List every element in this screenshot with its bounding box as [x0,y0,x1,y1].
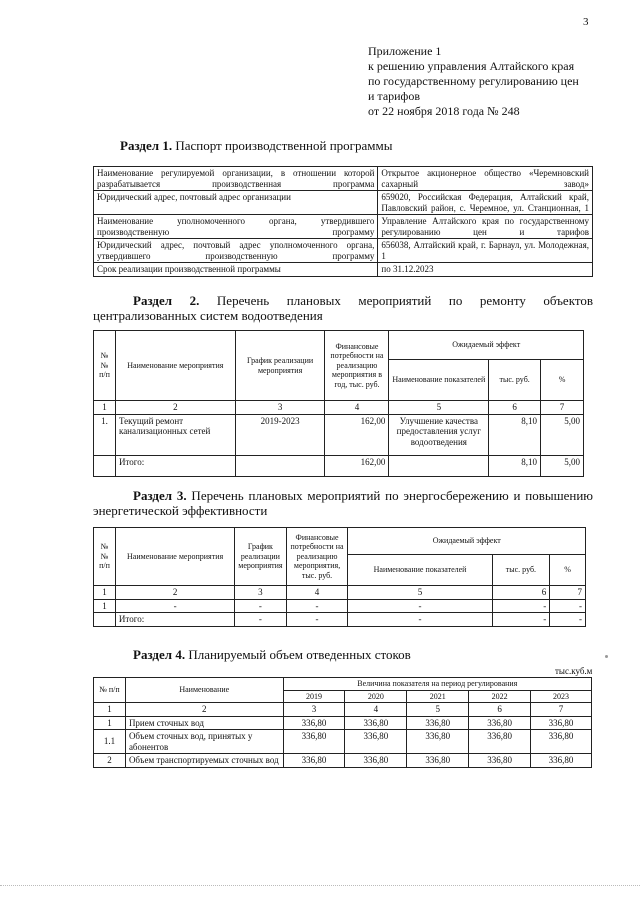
col-header-year: 2023 [531,690,592,703]
row-value: 336,80 [407,730,469,754]
appendix-line: от 22 ноября 2018 года № 248 [368,104,520,118]
col-header-name: Наименование [125,678,283,703]
row-value: 336,80 [531,716,592,730]
row-value: 336,80 [345,754,407,768]
column-number: 1 [94,703,126,717]
column-number: 4 [286,586,348,600]
appendix-header [368,44,628,119]
row-indicator: Улучшение качества предоставления услуг водоотведения [389,414,489,455]
row-name: Прием сточных вод [125,716,283,730]
col-header-year: 2019 [283,690,345,703]
table-row [94,215,593,239]
column-number: 5 [389,401,489,415]
unit-label: тыс.куб.м [555,666,593,676]
column-number: 2 [115,401,235,415]
total-indicator [389,455,489,476]
row-finance: 162,00 [325,414,389,455]
column-number: 2 [125,703,283,717]
column-number-row [94,401,584,415]
column-number: 3 [235,401,325,415]
section1-label: Срок реализации производственной программы [94,263,378,277]
section1-title-rest: Паспорт производственной программы [172,138,393,153]
col-header-schedule: График реализации мероприятия [235,331,325,401]
col-header-period: Величина показателя на период регулирования [283,678,591,691]
col-header-num: №№ п/п [94,528,116,586]
table-header-row [94,331,584,360]
column-number: 5 [348,586,492,600]
table-row [94,191,593,215]
total-schedule [235,455,325,476]
row-value: 336,80 [283,730,345,754]
row-thousand: - [492,599,550,613]
total-thousand: 8,10 [489,455,541,476]
row-name: Объем сточных вод, принятых у абонентов [125,730,283,754]
col-header-num: № п/п [94,678,126,703]
total-row [94,455,584,476]
section1-title [120,138,392,153]
total-thousand: - [492,613,550,627]
section1-label: Юридический адрес, почтовый адрес уполномоченного органа, утвердившего производственную программу [94,239,378,263]
section1-label: Наименование уполномоченного органа, утвердившего производственную программу [94,215,378,239]
appendix-line: Приложение 1 [368,44,442,58]
row-value: 336,80 [531,754,592,768]
table-row [94,239,593,263]
total-label: Итого: [115,613,234,627]
row-num: 2 [94,754,126,768]
row-name: Текущий ремонт канализационных сетей [115,414,235,455]
section1-label: Наименование регулируемой организации, в отношении которой разрабатывается производственная программа [94,167,378,191]
total-label: Итого: [115,455,235,476]
col-header-name: Наименование мероприятия [115,331,235,401]
row-num: 1.1 [94,730,126,754]
row-schedule: - [235,599,286,613]
table-row [94,263,593,277]
column-number-row [94,703,592,717]
row-thousand: 8,10 [489,414,541,455]
section3-title-rest: Перечень плановых мероприятий по энергосбережению и повышению энергетической эффективности [93,488,593,518]
total-indicator: - [348,613,492,627]
column-number-row [94,586,586,600]
table-row [94,599,586,613]
column-number: 3 [283,703,345,717]
row-value: 336,80 [407,754,469,768]
col-header-indicator: Наименование показателей [348,555,492,586]
column-number: 7 [531,703,592,717]
col-header-thousand: тыс. руб. [492,555,550,586]
row-name: - [115,599,234,613]
row-value: 336,80 [283,716,345,730]
col-header-effect: Ожидаемый эффект [348,528,586,555]
total-num [94,613,116,627]
section3-title-bold: Раздел 3. [133,488,187,503]
row-num: 1. [94,414,116,455]
row-name: Объем транспортируемых сточных вод [125,754,283,768]
scan-mark [605,655,608,658]
row-value: 336,80 [407,716,469,730]
table-row [94,754,592,768]
appendix-line: по государственному регулированию цен [368,74,579,88]
col-header-effect: Ожидаемый эффект [389,331,584,360]
column-number: 6 [492,586,550,600]
row-finance: - [286,599,348,613]
appendix-line: и тарифов [368,89,421,103]
column-number: 7 [550,586,586,600]
column-number: 7 [541,401,584,415]
column-number: 3 [235,586,286,600]
table-row [94,730,592,754]
column-number: 6 [469,703,531,717]
table-header-row [94,678,592,691]
table-row [94,716,592,730]
table-header-row [94,528,586,555]
section1-value: 656038, Алтайский край, г. Барнаул, ул. Молодежная, 1 [378,239,593,263]
row-value: 336,80 [345,716,407,730]
row-num: 1 [94,599,116,613]
col-header-name: Наименование мероприятия [115,528,234,586]
col-header-year: 2022 [469,690,531,703]
col-header-percent: % [541,360,584,401]
section1-table [93,166,593,277]
section4-title-bold: Раздел 4. [133,647,186,662]
col-header-finance: Финансовые потребности на реализацию мероприятия, тыс. руб. [286,528,348,586]
section1-value: Управление Алтайского края по государственному регулированию цен и тарифов [378,215,593,239]
total-schedule: - [235,613,286,627]
total-percent: 5,00 [541,455,584,476]
page-number: 3 [583,16,589,28]
table-row [94,167,593,191]
col-header-year: 2020 [345,690,407,703]
column-number: 4 [345,703,407,717]
section2-table [93,330,584,477]
appendix-line: к решению управления Алтайского края [368,59,575,73]
col-header-indicator: Наименование показателей [389,360,489,401]
row-value: 336,80 [469,754,531,768]
total-finance: - [286,613,348,627]
col-header-percent: % [550,555,586,586]
column-number: 5 [407,703,469,717]
section4-title [133,647,411,662]
row-schedule: 2019-2023 [235,414,325,455]
section1-value: по 31.12.2023 [378,263,593,277]
column-number: 4 [325,401,389,415]
column-number: 1 [94,401,116,415]
section3-table [93,527,586,627]
section1-label: Юридический адрес, почтовый адрес организации [94,191,378,215]
column-number: 2 [115,586,234,600]
col-header-thousand: тыс. руб. [489,360,541,401]
row-value: 336,80 [469,716,531,730]
total-row [94,613,586,627]
column-number: 6 [489,401,541,415]
section2-title-bold: Раздел 2. [133,293,200,308]
section4-title-rest: Планируемый объем отведенных стоков [185,647,411,662]
col-header-num: №№ п/п [94,331,116,401]
column-number: 1 [94,586,116,600]
section1-value: Открытое акционерное общество «Черемновский сахарный завод» [378,167,593,191]
col-header-schedule: График реализации мероприятия [235,528,286,586]
total-finance: 162,00 [325,455,389,476]
row-value: 336,80 [283,754,345,768]
total-num [94,455,116,476]
section2-title-rest: Перечень плановых мероприятий по ремонту объектов централизованных систем водоотведения [93,293,593,323]
total-percent: - [550,613,586,627]
col-header-finance: Финансовые потребности на реализацию мероприятия в год, тыс. руб. [325,331,389,401]
section2-title [93,293,593,323]
section1-value: 659020, Российская Федерация, Алтайский край, Павловский район, с. Черемное, ул. Станционная, 1 [378,191,593,215]
row-percent: - [550,599,586,613]
row-percent: 5,00 [541,414,584,455]
row-indicator: - [348,599,492,613]
row-num: 1 [94,716,126,730]
table-row [94,414,584,455]
col-header-year: 2021 [407,690,469,703]
section4-table [93,677,592,768]
section3-title [93,488,593,518]
row-value: 336,80 [469,730,531,754]
section1-title-bold: Раздел 1. [120,138,173,153]
row-value: 336,80 [531,730,592,754]
row-value: 336,80 [345,730,407,754]
footer-divider [0,885,640,886]
